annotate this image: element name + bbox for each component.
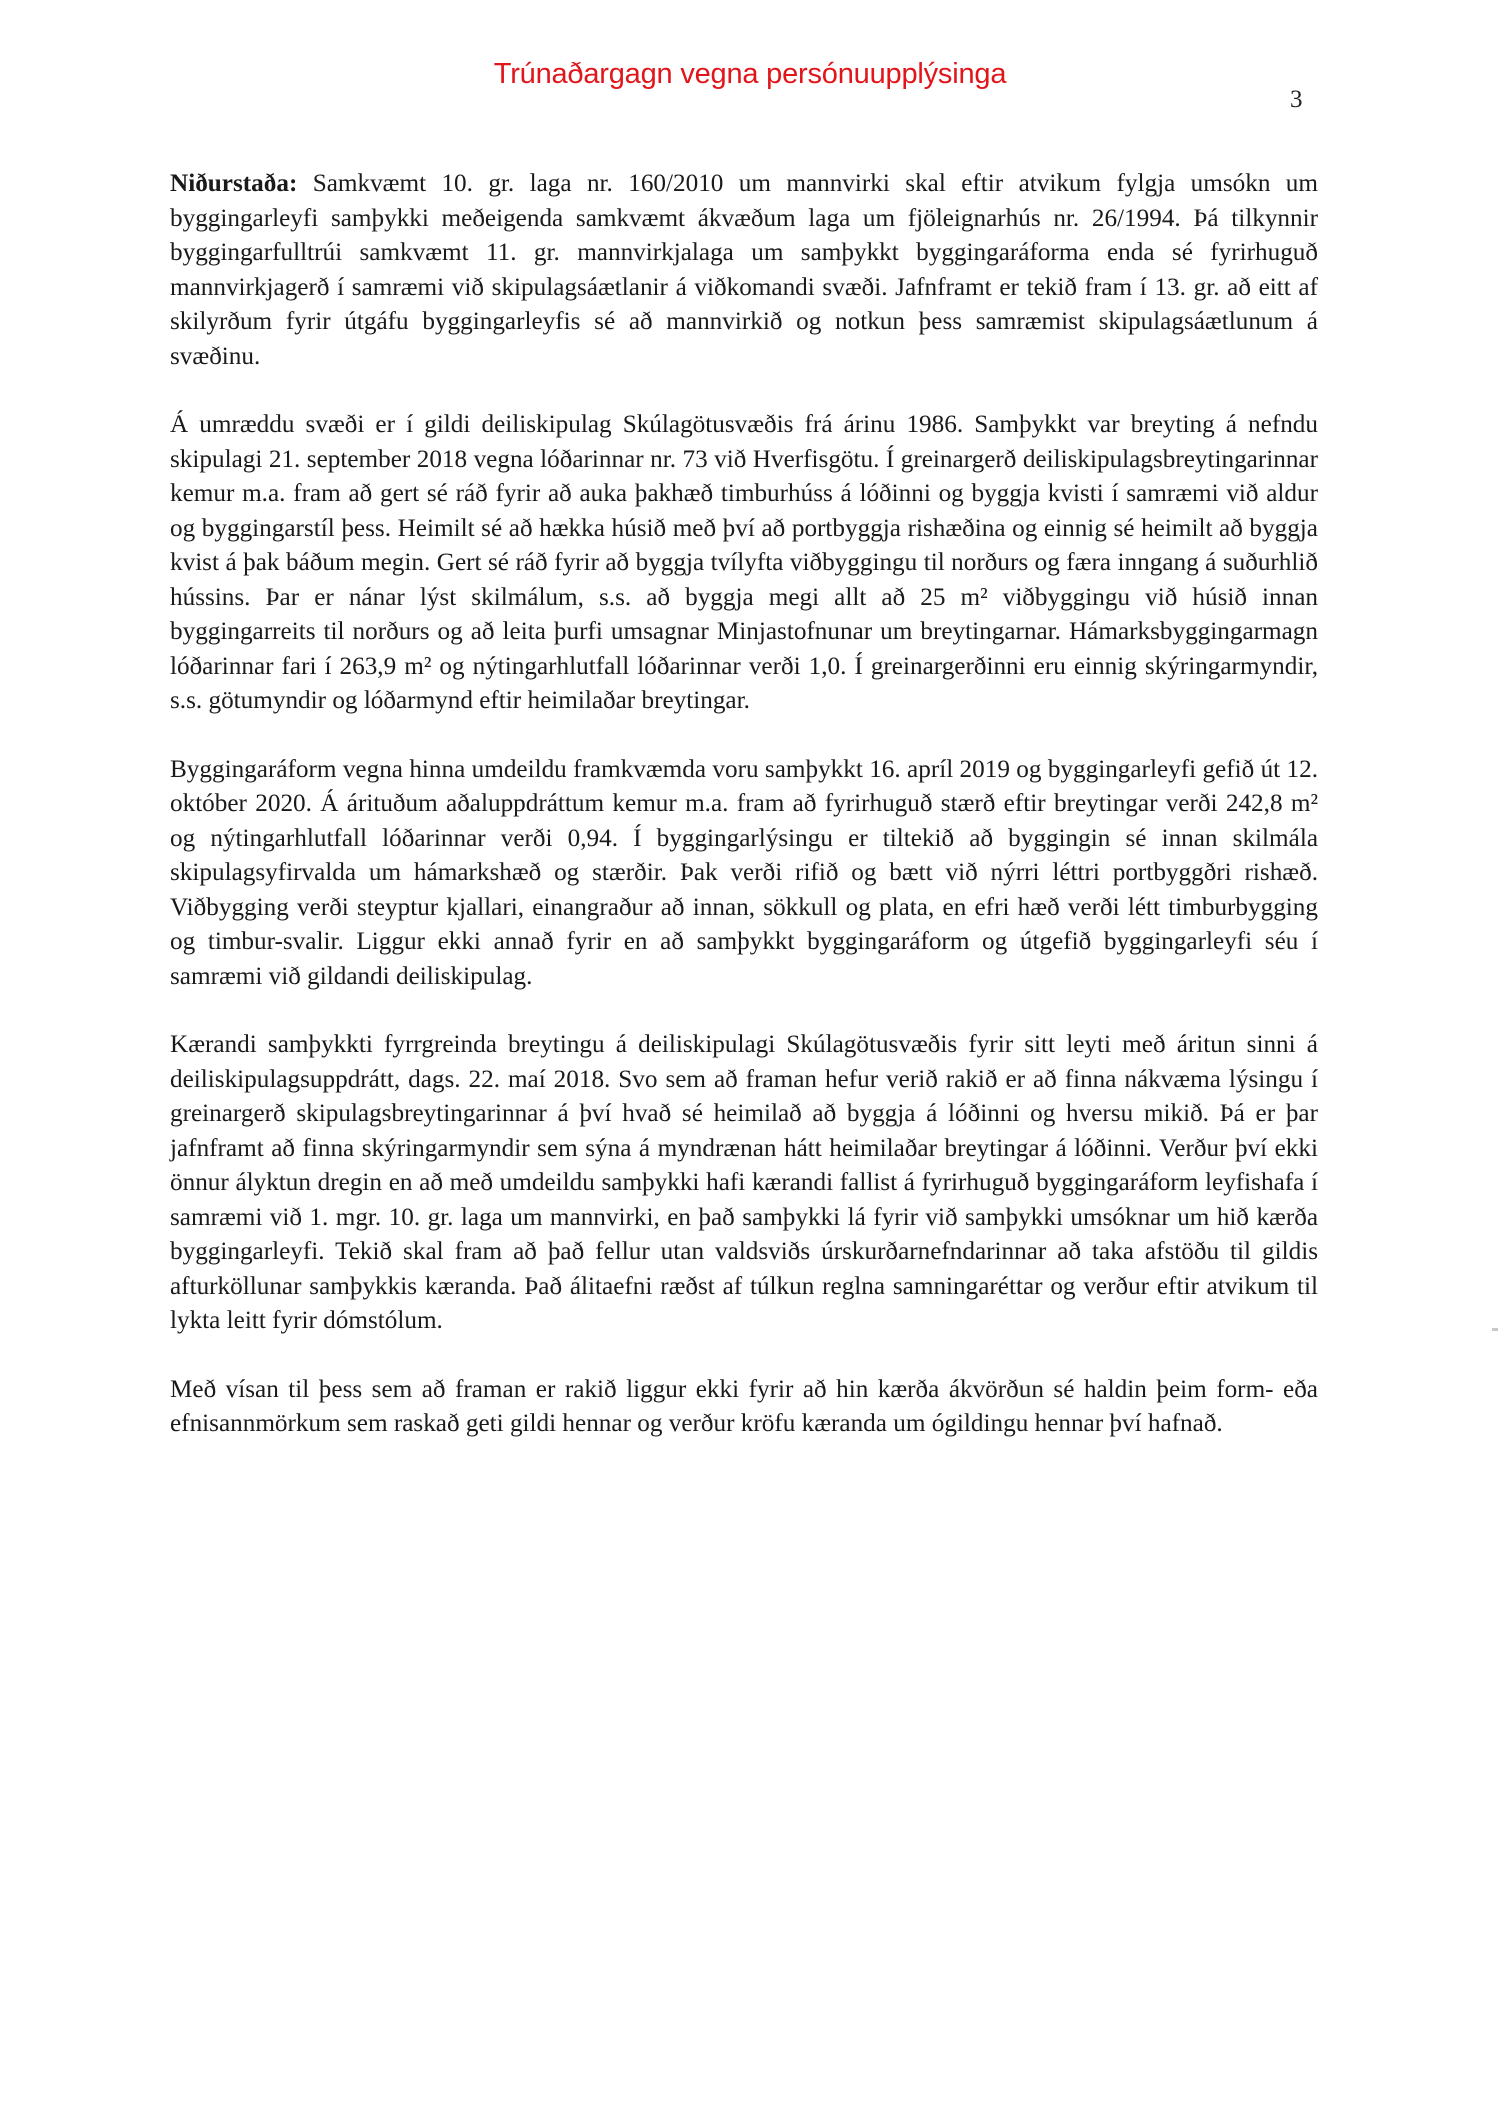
paragraph-text: Byggingaráform vegna hinna umdeildu framkvæmda voru samþykkt 16. apríl 2019 og byggingarleyfi gefið út 12. október 2020. Á árituðum aðaluppdráttum kemur m.a. fram að fyrirhuguð stærð eftir breytingar verði 242,8 m² og nýtingarhlutfall lóðarinnar verði 0,94. Í byggingarlýsingu er tiltekið að byggingin sé innan skilmála skipulagsyfirvalda um hámarkshæð og stærðir. Þak verði rifið og bætt við nýrri léttri portbyggðri rishæð. Viðbygging verði steyptur kjallari, einangraður að innan, sökkull og plata, en efri hæð verði létt timburbygging og timbur-svalir. Liggur ekki annað fyrir en að samþykkt byggingaráform og útgefið byggingarleyfi séu í samræmi við gildandi deiliskipulag. xyxy=(170,755,1318,990)
confidential-banner: Trúnaðargagn vegna persónuupplýsinga xyxy=(493,58,1007,90)
page-number: 3 xyxy=(1290,86,1303,113)
paragraph-text: Með vísan til þess sem að framan er rakið liggur ekki fyrir að hin kærða ákvörðun sé haldin þeim form- eða efnisannmörkum sem raskað geti gildi hennar og verður kröfu kæranda um ógildingu hennar því hafnað. xyxy=(170,1375,1318,1437)
paragraph-lead-heading: Niðurstaða: xyxy=(170,170,298,197)
paragraph-conclusion xyxy=(170,167,1318,374)
document-body xyxy=(170,167,1318,1476)
paragraph-complainant-consent xyxy=(170,1028,1318,1339)
paragraph-zoning-plan xyxy=(170,408,1318,719)
paragraph-text: Kærandi samþykkti fyrrgreinda breytingu á deiliskipulagi Skúlagötusvæðis fyrir sitt leyti með áritun sinni á deiliskipulagsuppdrátt, dags. 22. maí 2018. Svo sem að framan hefur verið rakið er að finna nákvæma lýsingu í greinargerð skipulagsbreytingarinnar á því hvað sé heimilað að byggja á lóðinni og hversu mikið. Þá er þar jafnframt að finna skýringarmyndir sem sýna á myndrænan hátt heimilaðar breytingar á lóðinni. Verður því ekki önnur ályktun dregin en að með umdeildu samþykki hafi kærandi fallist á fyrirhuguð byggingaráform leyfishafa í samræmi við 1. mgr. 10. gr. laga um mannvirki, en það samþykki lá fyrir við samþykki umsóknar um hið kærða byggingarleyfi. Tekið skal fram að það fellur utan valdsviðs úrskurðarnefndarinnar að taka afstöðu til gildis afturköllunar samþykkis kæranda. Það álitaefni ræðst af túlkun reglna samningaréttar og verður eftir atvikum til lykta leitt fyrir dómstólum. xyxy=(170,1031,1318,1334)
scan-margin-mark xyxy=(1492,1328,1498,1331)
paragraph-ruling xyxy=(170,1373,1318,1442)
paragraph-building-permit xyxy=(170,753,1318,995)
paragraph-text: Samkvæmt 10. gr. laga nr. 160/2010 um mannvirki skal eftir atvikum fylgja umsókn um byggingarleyfi samþykki meðeigenda samkvæmt ákvæðum laga um fjöleignarhús nr. 26/1994. Þá tilkynnir byggingarfulltrúi samkvæmt 11. gr. mannvirkjalaga um samþykkt byggingaráforma enda sé fyrirhuguð mannvirkjagerð í samræmi við skipulagsáætlanir á viðkomandi svæði. Jafnframt er tekið fram í 13. gr. að eitt af skilyrðum fyrir útgáfu byggingarleyfis sé að mannvirkið og notkun þess samræmist skipulagsáætlunum á svæðinu. xyxy=(170,170,1318,370)
paragraph-text: Á umræddu svæði er í gildi deiliskipulag Skúlagötusvæðis frá árinu 1986. Samþykkt var breyting á nefndu skipulagi 21. september 2018 vegna lóðarinnar nr. 73 við Hverfisgötu. Í greinargerð deiliskipulagsbreytingarinnar kemur m.a. fram að gert sé ráð fyrir að auka þakhæð timburhúss á lóðinni og byggja kvisti í samræmi við aldur og byggingarstíl þess. Heimilt sé að hækka húsið með því að portbyggja rishæðina og einnig sé heimilt að byggja kvist á þak báðum megin. Gert sé ráð fyrir að byggja tvílyfta viðbyggingu til norðurs og færa inngang á suðurhlið hússins. Þar er nánar lýst skilmálum, s.s. að byggja megi allt að 25 m² viðbyggingu við húsið innan byggingarreits til norðurs og að leita þurfi umsagnar Minjastofnunar um breytingarnar. Hámarksbyggingarmagn lóðarinnar fari í 263,9 m² og nýtingarhlutfall lóðarinnar verði 1,0. Í greinargerðinni eru einnig skýringarmyndir, s.s. götumyndir og lóðarmynd eftir heimilaðar breytingar. xyxy=(170,411,1318,714)
